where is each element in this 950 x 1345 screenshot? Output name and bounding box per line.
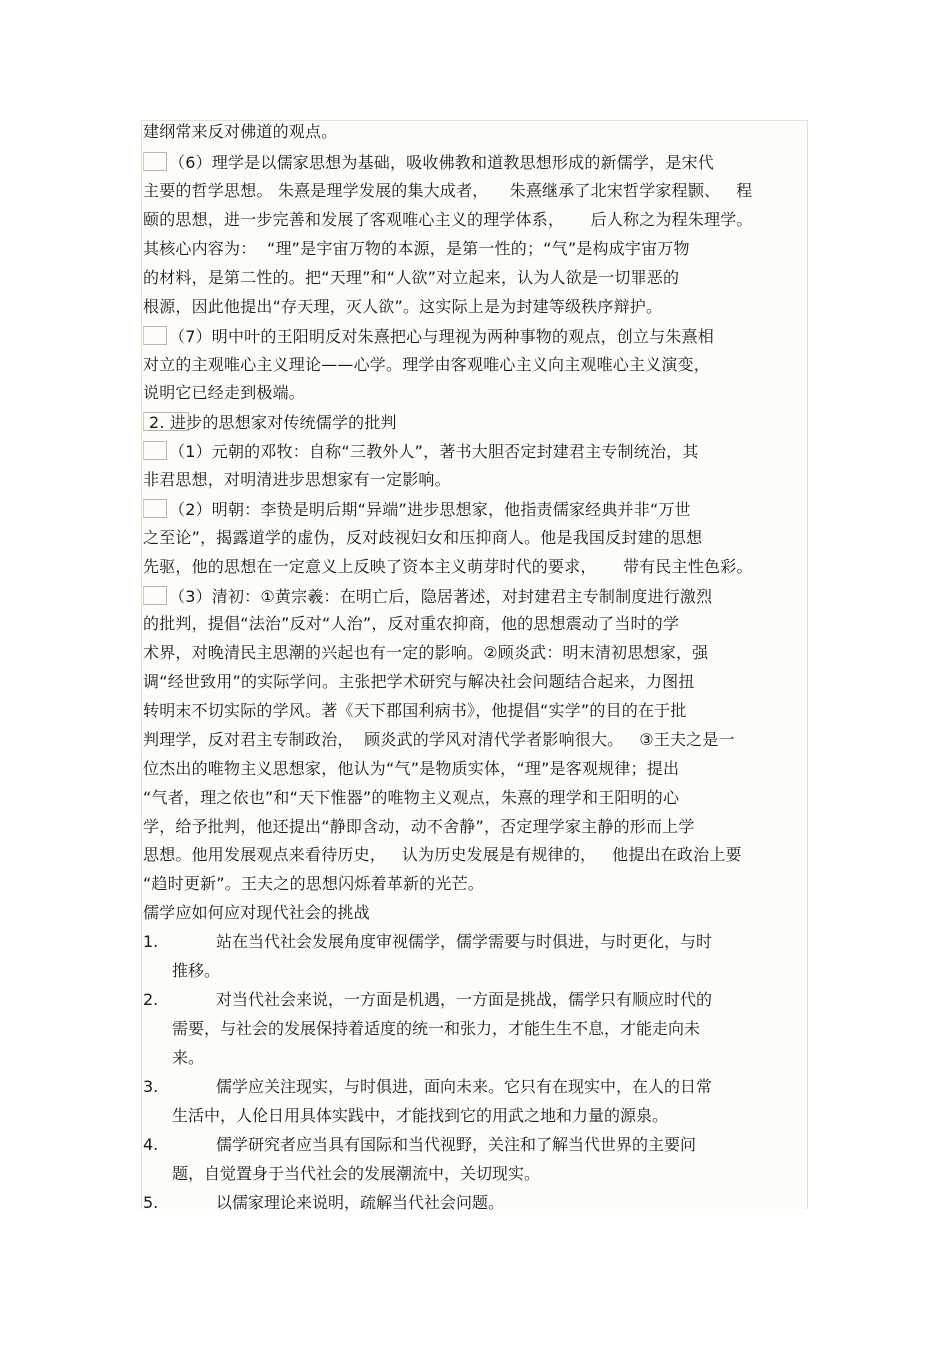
indent-box xyxy=(143,441,167,460)
paragraph-7-start xyxy=(143,326,714,347)
list-item-text: 儒学应关注现实，与时俱进，面向未来。它只有在现实中，在人的日常 xyxy=(216,1077,713,1096)
list-number: 1. xyxy=(143,932,159,951)
list-number: 5. xyxy=(143,1193,159,1212)
section-heading: 2. 进步的思想家对传统儒学的批判 xyxy=(143,412,397,433)
paragraph-6-start xyxy=(143,152,714,173)
text-line: （7）明中叶的王阳明反对朱熹把心与理视为两种事物的观点，创立与朱熹相 xyxy=(169,327,714,346)
text-line: 位杰出的唯物主义思想家，他认为“气”是物质实体，“理”是客观规律；提出 xyxy=(143,759,680,778)
list-item-text: 儒学研究者应当具有国际和当代视野，关注和了解当代世界的主要问 xyxy=(216,1135,697,1154)
list-item-text: 站在当代社会发展角度审视儒学，儒学需要与时俱进，与时更化，与时 xyxy=(216,932,713,951)
list-item-text: 以儒家理论来说明，疏解当代社会问题。 xyxy=(216,1193,505,1212)
text-line: 其核心内容为： “理”是宇宙万物的本源，是第一性的；“气”是构成宇宙万物 xyxy=(143,239,690,258)
text-line: “趋时更新”。王夫之的思想闪烁着革新的光芒。 xyxy=(143,874,484,893)
text-line: 学，给予批判，他还提出“静即含动，动不舍静”，否定理学家主静的形而上学 xyxy=(143,817,695,836)
text-line: （6）理学是以儒家思想为基础，吸收佛教和道教思想形成的新儒学，是宋代 xyxy=(169,153,714,172)
modern-title: 儒学应如何应对现代社会的挑战 xyxy=(143,903,370,922)
text-line: 说明它已经走到极端。 xyxy=(143,383,306,402)
text-line: 术界，对晚清民主思潮的兴起也有一定的影响。②顾炎武：明末清初思想家，强 xyxy=(143,643,709,662)
text-line: 主要的哲学思想。 朱熹是理学发展的集大成者， 朱熹继承了北宋哲学家程颢、 程 xyxy=(143,181,753,200)
indent-box xyxy=(143,586,167,605)
text-line: 判理学，反对君主专制政治， 顾炎武的学风对清代学者影响很大。 ③王夫之是一 xyxy=(143,730,735,749)
list-item-text: 推移。 xyxy=(172,961,221,980)
text-line: （3）清初：①黄宗羲：在明亡后，隐居著述，对封建君主专制制度进行激烈 xyxy=(169,587,713,606)
text-line: 先驱，他的思想在一定意义上反映了资本主义萌芽时代的要求， 带有民主性色彩。 xyxy=(143,557,753,576)
text-line: “气者，理之依也”和“天下惟器”的唯物主义观点，朱熹的理学和王阳明的心 xyxy=(143,788,680,807)
text-line: 转明末不切实际的学风。著《天下郡国利病书》，他提倡“实学”的目的在于批 xyxy=(143,701,687,720)
list-item-text: 题，自觉置身于当代社会的发展潮流中，关切现实。 xyxy=(172,1164,541,1183)
text-line: （2）明朝：李贽是明后期“异端”进步思想家，他指责儒家经典并非“万世 xyxy=(169,500,691,519)
critic-1-start xyxy=(143,441,699,462)
text-line: 根源，因此他提出“存天理，灭人欲”。这实际上是为封建等级秩序辩护。 xyxy=(143,297,663,316)
list-number: 3. xyxy=(143,1077,159,1096)
list-item-text: 需要，与社会的发展保持着适度的统一和张力，才能生生不息，才能走向未 xyxy=(172,1019,701,1038)
text-line: 对立的主观唯心主义理论——心学。理学由客观唯心主义向主观唯心主义演变， xyxy=(143,355,711,374)
text-line: 建纲常来反对佛道的观点。 xyxy=(143,122,338,141)
text-line: 的批判，提倡“法治”反对“人治”，反对重农抑商，他的思想震动了当时的学 xyxy=(143,614,680,633)
text-line: 非君思想，对明清进步思想家有一定影响。 xyxy=(143,470,451,489)
indent-box xyxy=(143,499,167,518)
text-line: 的材料，是第二性的。把“天理”和“人欲”对立起来，认为人欲是一切罪恶的 xyxy=(143,268,680,287)
indent-box xyxy=(143,326,167,345)
list-number: 2. xyxy=(143,990,159,1009)
list-item-text: 生活中，人伦日用具体实践中，才能找到它的用武之地和力量的源泉。 xyxy=(172,1106,669,1125)
indent-box xyxy=(143,152,167,171)
text-line: 调“经世致用”的实际学问。主张把学术研究与解决社会问题结合起来，力图扭 xyxy=(143,672,695,691)
text-line: 思想。他用发展观点来看待历史， 认为历史发展是有规律的， 他提出在政治上要 xyxy=(143,845,742,864)
text-line: 颐的思想，进一步完善和发展了客观唯心主义的理学体系， 后人称之为程朱理学。 xyxy=(143,210,753,229)
list-number: 4. xyxy=(143,1135,159,1154)
text-line: （1）元朝的邓牧：自称“三教外人”，著书大胆否定封建君主专制统治，其 xyxy=(169,442,699,461)
critic-3-start xyxy=(143,586,712,607)
list-item-text: 来。 xyxy=(172,1048,205,1067)
list-item-text: 对当代社会来说，一方面是机遇，一方面是挑战，儒学只有顺应时代的 xyxy=(216,990,713,1009)
text-line: 之至论”，揭露道学的虚伪，反对歧视妇女和压抑商人。他是我国反封建的思想 xyxy=(143,528,703,547)
critic-2-start xyxy=(143,499,691,520)
